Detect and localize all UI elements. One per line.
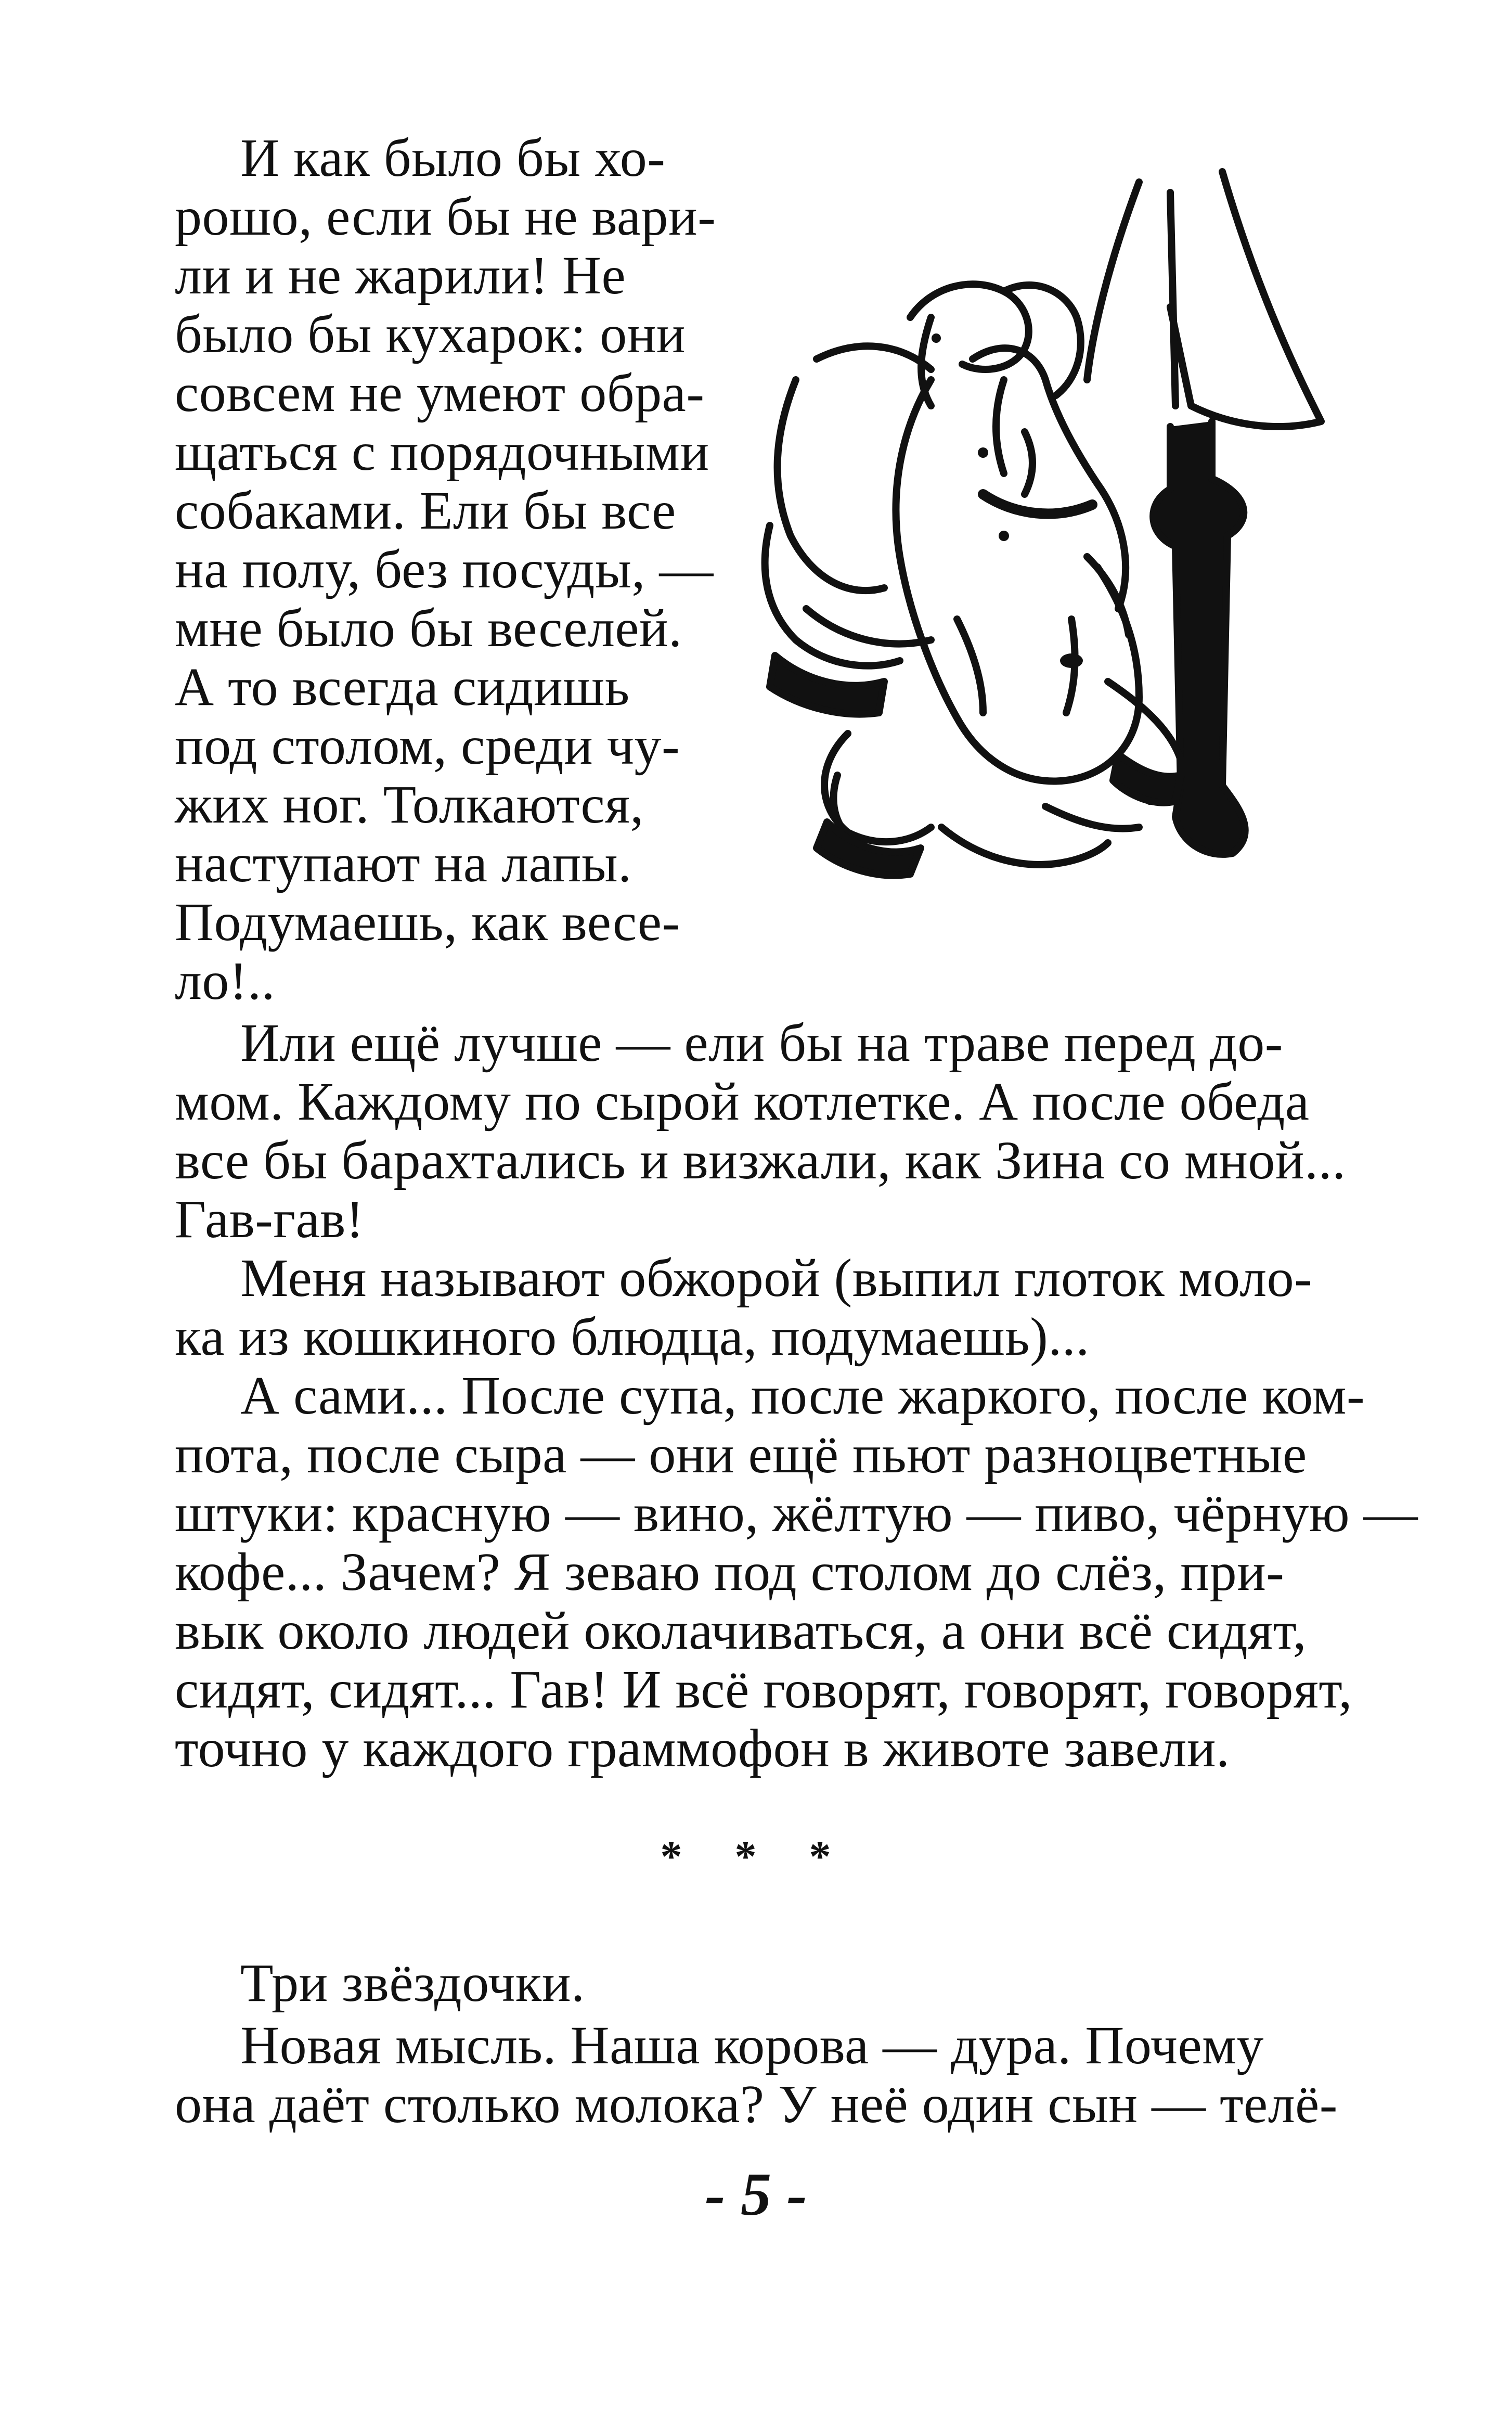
text-line: кофе... Зачем? Я зеваю под столом до слёз, при- [175, 1542, 1285, 1602]
text-line: Или ещё лучше — ели бы на траве перед до- [240, 1013, 1283, 1073]
section-separator: * * * [660, 1832, 852, 1881]
text-line: А сами... После супа, после жаркого, после ком- [240, 1366, 1365, 1426]
text-line: жих ног. Толкаются, [175, 775, 644, 834]
text-line: собаками. Ели бы все [175, 481, 676, 541]
text-line: она даёт столько молока? У неё один сын — телё- [175, 2074, 1338, 2134]
text-line: Новая мысль. Наша корова — дура. Почему [240, 2015, 1264, 2075]
text-line: штуки: красную — вино, жёлтую — пиво, чёрную — [175, 1483, 1418, 1543]
text-line: сидят, сидят... Гав! И всё говорят, говорят, говорят, [175, 1660, 1353, 1719]
text-line: под столом, среди чу- [175, 716, 680, 776]
text-line: ли и не жарили! Не [175, 246, 626, 305]
text-line: Гав-гав! [175, 1189, 364, 1249]
text-line: мом. Каждому по сырой котлетке. А после обеда [175, 1072, 1310, 1132]
text-line: наступают на лапы. [175, 833, 632, 893]
text-line: вык около людей околачиваться, а они всё сидят, [175, 1601, 1307, 1661]
text-line: А то всегда сидишь [175, 657, 630, 717]
text-line: ло!.. [175, 951, 276, 1011]
text-line: ка из кошкиного блюдца, подумаешь)... [175, 1307, 1090, 1367]
page-number: - 5 - [705, 2160, 807, 2228]
text-line: все бы барахтались и визжали, как Зина со мной... [175, 1131, 1346, 1190]
dog-under-table-illustration-icon [713, 161, 1342, 916]
text-line: на полу, без посуды, — [175, 540, 714, 599]
text-line: совсем не умеют обра- [175, 363, 705, 423]
text-line: Меня называют обжорой (выпил глоток моло- [240, 1248, 1313, 1308]
text-line: Три звёздочки. [240, 1953, 585, 2013]
text-line: рошо, если бы не вари- [175, 187, 716, 247]
text-line: мне было бы веселей. [175, 598, 682, 658]
text-line: Подумаешь, как весе- [175, 892, 680, 952]
text-line: было бы кухарок: они [175, 304, 686, 364]
text-line: И как было бы хо- [240, 128, 666, 188]
text-line: точно у каждого граммофон в животе завели. [175, 1718, 1230, 1778]
text-line: пота, после сыра — они ещё пьют разноцветные [175, 1424, 1307, 1484]
text-line: щаться с порядочными [175, 422, 709, 482]
